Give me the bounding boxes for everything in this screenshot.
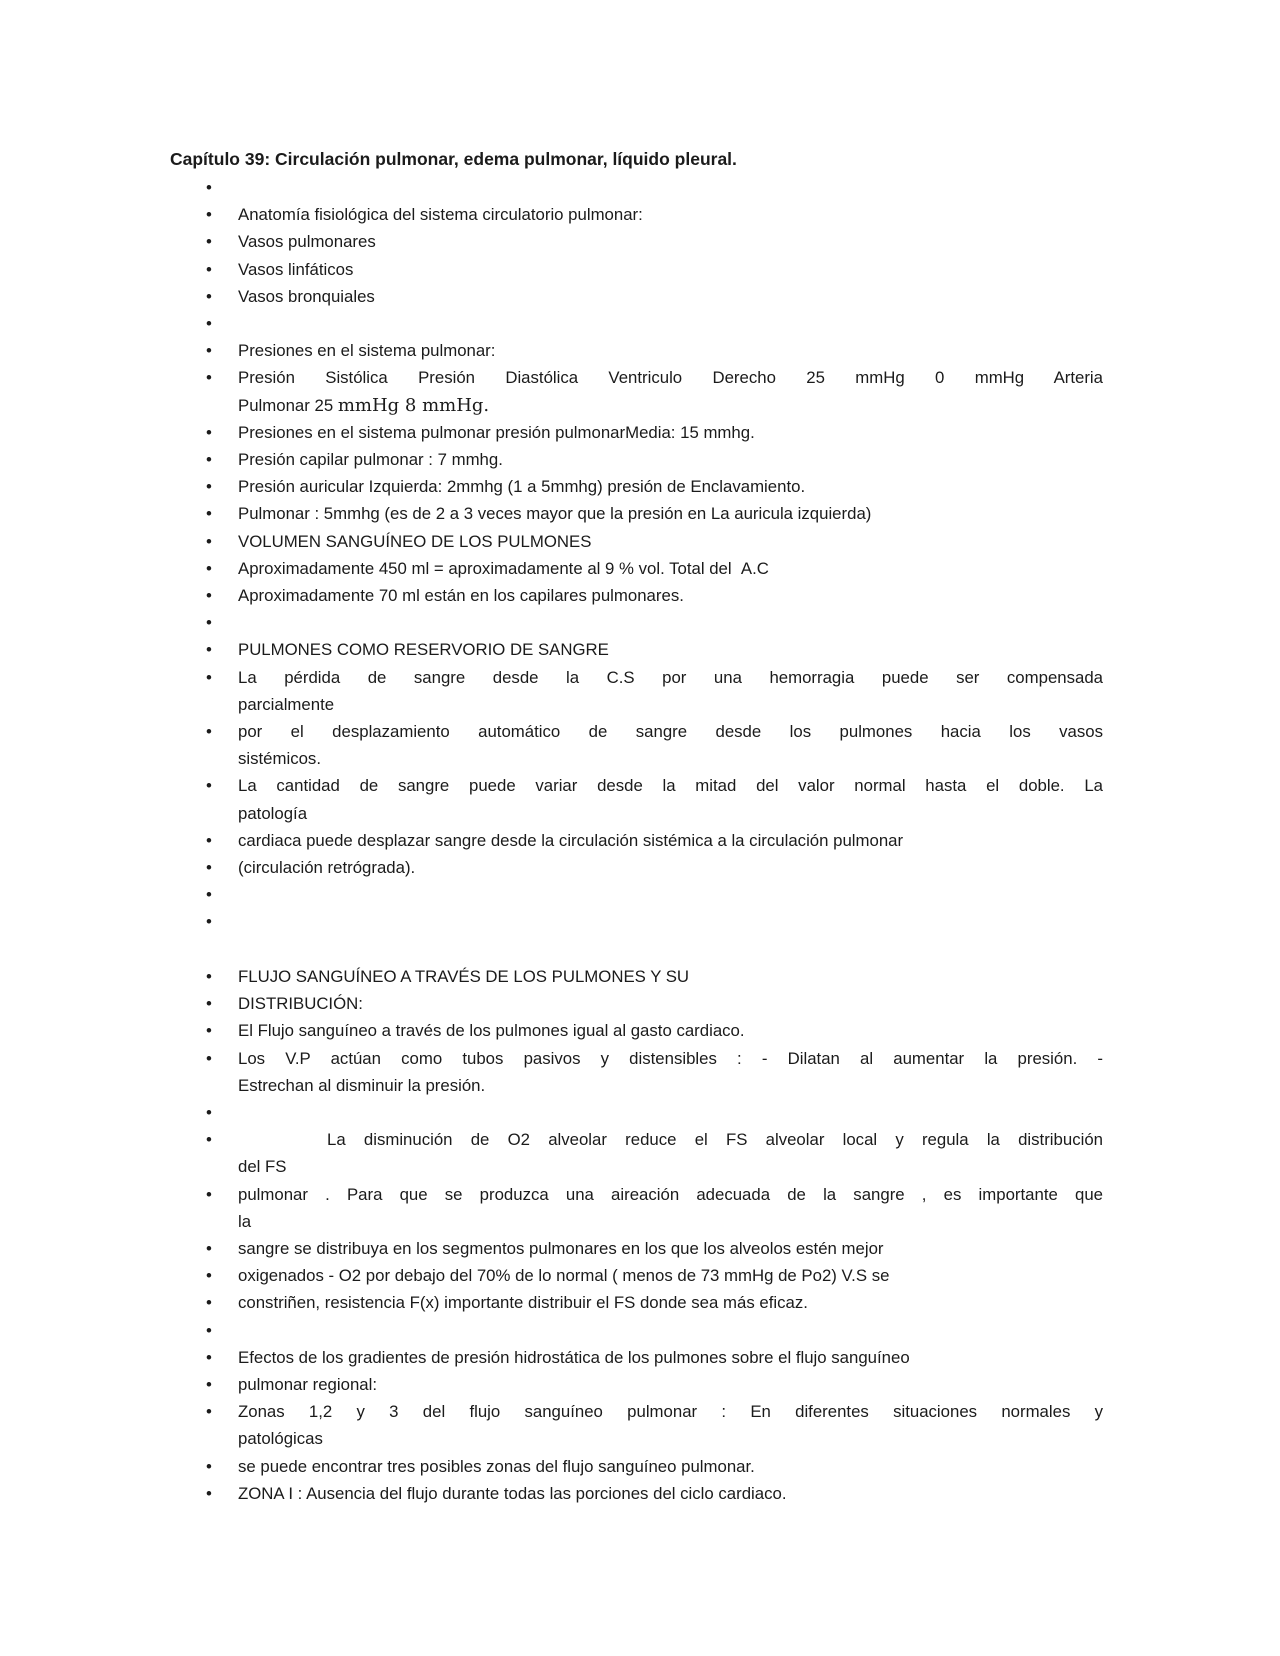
bullet-marker: • bbox=[206, 1293, 212, 1313]
list-item bbox=[206, 1262, 1103, 1289]
list-item bbox=[206, 1480, 1103, 1507]
text-line: Anatomía fisiológica del sistema circulatorio pulmonar: bbox=[238, 205, 643, 225]
list-item bbox=[206, 256, 1103, 283]
list-item-empty bbox=[206, 310, 1103, 337]
bullet-marker: • bbox=[206, 640, 212, 660]
list-item bbox=[206, 201, 1103, 228]
list-item bbox=[206, 473, 1103, 500]
list-item bbox=[206, 854, 1103, 881]
text-line: Efectos de los gradientes de presión hidrostática de los pulmones sobre el flujo sanguíneo bbox=[238, 1347, 910, 1367]
text-line bbox=[238, 310, 1103, 337]
text-line: Presión capilar pulmonar : 7 mmhg. bbox=[238, 450, 503, 470]
text-run: Pulmonar 25 bbox=[238, 395, 338, 415]
text-line bbox=[238, 908, 1103, 935]
list-item-empty bbox=[206, 1099, 1103, 1126]
list-item-empty bbox=[206, 908, 1103, 935]
text-line: pulmonar regional: bbox=[238, 1374, 377, 1394]
text-line: del FS bbox=[238, 1157, 287, 1177]
text-line: PULMONES COMO RESERVORIO DE SANGRE bbox=[238, 640, 609, 660]
bullet-marker: • bbox=[206, 558, 212, 578]
bullet-marker: • bbox=[206, 966, 212, 986]
bullet-marker: • bbox=[206, 1021, 212, 1041]
list-item bbox=[206, 718, 1103, 772]
blank-line bbox=[238, 936, 1103, 963]
text-line: ZONA I : Ausencia del flujo durante todas las porciones del ciclo cardiaco. bbox=[238, 1483, 787, 1503]
list-item-empty bbox=[206, 174, 1103, 201]
bullet-marker: • bbox=[206, 178, 212, 197]
text-line: Vasos bronquiales bbox=[238, 286, 375, 306]
list-item bbox=[206, 636, 1103, 663]
list-item bbox=[206, 664, 1103, 718]
text-line: patología bbox=[238, 803, 308, 823]
text-line bbox=[238, 936, 1103, 963]
bullet-marker: • bbox=[206, 1238, 212, 1258]
list-item bbox=[206, 283, 1103, 310]
list-item bbox=[206, 446, 1103, 473]
text-line bbox=[238, 1099, 1103, 1126]
text-line bbox=[238, 609, 1103, 636]
bullet-marker: • bbox=[206, 586, 212, 606]
bullet-marker: • bbox=[206, 1347, 212, 1367]
text-line bbox=[238, 392, 1103, 419]
bullet-marker: • bbox=[206, 286, 212, 306]
bullet-marker: • bbox=[206, 667, 212, 687]
list-item bbox=[206, 419, 1103, 446]
list-item bbox=[206, 827, 1103, 854]
text-line: Vasos pulmonares bbox=[238, 232, 376, 252]
text-line: la bbox=[238, 1211, 252, 1231]
bullet-marker: • bbox=[206, 1320, 212, 1340]
bullet-marker: • bbox=[206, 531, 212, 551]
text-line: constriñen, resistencia F(x) importante distribuir el FS donde sea más eficaz. bbox=[238, 1293, 808, 1313]
list-item bbox=[206, 582, 1103, 609]
bullet-marker: • bbox=[206, 1374, 212, 1394]
bullet-marker: • bbox=[206, 477, 212, 497]
list-item bbox=[206, 1344, 1103, 1371]
bullet-marker: • bbox=[206, 994, 212, 1014]
list-item bbox=[206, 1045, 1103, 1099]
text-line: La disminución de O2 alveolar reduce el FS alveolar local y regula la distribución bbox=[327, 1130, 1103, 1150]
bullet-marker: • bbox=[206, 314, 212, 334]
text-line: Vasos linfáticos bbox=[238, 259, 354, 279]
text-line: cardiaca puede desplazar sangre desde la circulación sistémica a la circulación pulmonar bbox=[238, 830, 904, 850]
text-line: Pulmonar : 5mmhg (es de 2 a 3 veces mayor que la presión en La auricula izquierda) bbox=[238, 504, 872, 524]
list-item bbox=[206, 1371, 1103, 1398]
text-line: por el desplazamiento automático de sangre desde los pulmones hacia los vasos bbox=[238, 722, 1103, 742]
document-title: Capítulo 39: Circulación pulmonar, edema pulmonar, líquido pleural. bbox=[170, 149, 737, 169]
text-line bbox=[238, 881, 1103, 908]
text-line: (circulación retrógrada). bbox=[238, 858, 416, 878]
bullet-marker: • bbox=[206, 1102, 212, 1122]
list-item bbox=[206, 337, 1103, 364]
list-item bbox=[206, 1453, 1103, 1480]
text-line: DISTRIBUCIÓN: bbox=[238, 994, 363, 1014]
text-line: Aproximadamente 70 ml están en los capilares pulmonares. bbox=[238, 586, 684, 606]
text-line: se puede encontrar tres posibles zonas del flujo sanguíneo pulmonar. bbox=[238, 1456, 755, 1476]
text-line: Los V.P actúan como tubos pasivos y distensibles : - Dilatan al aumentar la presión. - bbox=[238, 1048, 1103, 1068]
list-item bbox=[206, 1235, 1103, 1262]
list-item bbox=[206, 1289, 1103, 1316]
bullet-marker: • bbox=[206, 912, 212, 932]
bullet-marker: • bbox=[206, 504, 212, 524]
list-item bbox=[206, 1181, 1103, 1235]
text-line bbox=[238, 174, 1103, 201]
text-line: sistémicos. bbox=[238, 749, 321, 769]
bullet-marker: • bbox=[206, 450, 212, 470]
bullet-marker: • bbox=[206, 1266, 212, 1286]
text-line: parcialmente bbox=[238, 694, 335, 714]
bullet-marker: • bbox=[206, 232, 212, 252]
bullet-marker: • bbox=[206, 1456, 212, 1476]
serif-text-run: mmHg 8 mmHg. bbox=[337, 394, 490, 416]
text-line: Presiones en el sistema pulmonar presión pulmonarMedia: 15 mmhg. bbox=[238, 422, 755, 442]
list-item bbox=[206, 772, 1103, 826]
bullet-marker: • bbox=[206, 885, 212, 905]
bullet-marker: • bbox=[206, 613, 212, 633]
bullet-marker: • bbox=[206, 830, 212, 850]
bullet-marker: • bbox=[206, 858, 212, 878]
bullet-marker: • bbox=[206, 205, 212, 225]
bullet-marker: • bbox=[206, 1184, 212, 1204]
list-item bbox=[206, 1017, 1103, 1044]
text-line: sangre se distribuya en los segmentos pulmonares en los que los alveolos estén mejor bbox=[238, 1238, 884, 1258]
bullet-marker: • bbox=[206, 259, 212, 279]
bullet-marker: • bbox=[206, 722, 212, 742]
list-item bbox=[206, 228, 1103, 255]
bullet-marker: • bbox=[206, 368, 212, 388]
text-line: patológicas bbox=[238, 1429, 323, 1449]
bullet-marker: • bbox=[206, 1402, 212, 1422]
text-line bbox=[238, 1317, 1103, 1344]
list-item bbox=[206, 963, 1103, 990]
text-line: La pérdida de sangre desde la C.S por una hemorragia puede ser compensada bbox=[238, 667, 1103, 687]
bullet-marker: • bbox=[206, 776, 212, 796]
text-line: FLUJO SANGUÍNEO A TRAVÉS DE LOS PULMONES Y SU bbox=[238, 966, 690, 986]
text-line: Aproximadamente 450 ml = aproximadamente al 9 % vol. Total del A.C bbox=[238, 558, 769, 578]
text-line: Presiones en el sistema pulmonar: bbox=[238, 341, 496, 361]
bullet-list bbox=[206, 174, 1103, 1507]
text-line: La cantidad de sangre puede variar desde la mitad del valor normal hasta el doble. La bbox=[238, 776, 1103, 796]
bullet-marker: • bbox=[206, 1130, 212, 1150]
list-item-empty bbox=[206, 1317, 1103, 1344]
bullet-marker: • bbox=[206, 341, 212, 361]
list-item bbox=[206, 364, 1103, 418]
text-line: pulmonar . Para que se produzca una aireación adecuada de la sangre , es importante que bbox=[238, 1184, 1103, 1204]
bullet-marker: • bbox=[206, 1048, 212, 1068]
text-line: El Flujo sanguíneo a través de los pulmones igual al gasto cardiaco. bbox=[238, 1021, 745, 1041]
text-line: Presión auricular Izquierda: 2mmhg (1 a 5mmhg) presión de Enclavamiento. bbox=[238, 477, 806, 497]
list-item-empty bbox=[206, 881, 1103, 908]
list-item bbox=[206, 500, 1103, 527]
list-item bbox=[206, 1398, 1103, 1452]
list-item bbox=[206, 528, 1103, 555]
text-line: oxigenados - O2 por debajo del 70% de lo normal ( menos de 73 mmHg de Po2) V.S se bbox=[238, 1266, 890, 1286]
text-line: Presión Sistólica Presión Diastólica Ventriculo Derecho 25 mmHg 0 mmHg Arteria bbox=[238, 368, 1103, 388]
text-line: Estrechan al disminuir la presión. bbox=[238, 1075, 486, 1095]
text-line: Zonas 1,2 y 3 del flujo sanguíneo pulmonar : En diferentes situaciones normales y bbox=[238, 1402, 1103, 1422]
text-line: VOLUMEN SANGUÍNEO DE LOS PULMONES bbox=[238, 531, 592, 551]
list-item bbox=[206, 990, 1103, 1017]
list-item bbox=[206, 1126, 1103, 1180]
bullet-marker: • bbox=[206, 422, 212, 442]
bullet-marker: • bbox=[206, 1483, 212, 1503]
list-item-empty bbox=[206, 609, 1103, 636]
list-item bbox=[206, 555, 1103, 582]
